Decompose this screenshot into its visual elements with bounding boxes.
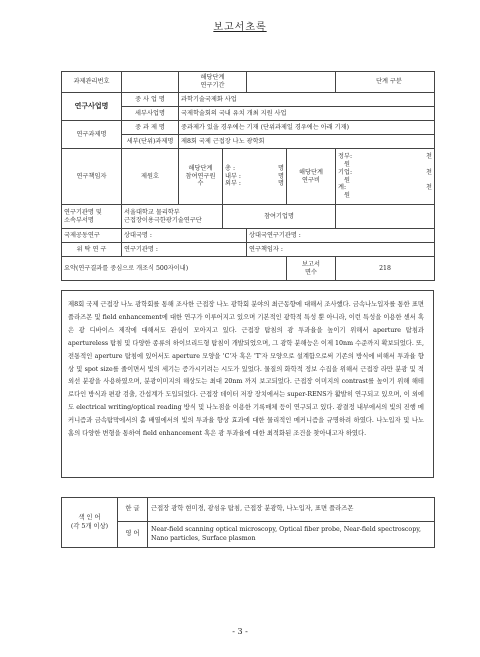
commissioned-org: 연구기관명 :	[122, 243, 247, 257]
partner-institution: 상대국연구기관명 :	[247, 229, 435, 243]
page-number: - 3 -	[232, 627, 248, 636]
keywords-korean-value: 근접장 광학 현미경, 광섬유 탐침, 근접장 분광학, 나노입자, 표면 플라즈몬	[148, 498, 435, 522]
summary-text: 제8회 국제 근접장 나노 광학회를 통해 조사한 근접장 나노 광학회 분야의 최근동향에 대해서 조사했다. 금속나노입자를 통한 표면 플라즈몬 및 field enhancement에 대한 연구가 이루어지고 있으며 기본적인 광학적 특성 뿐 아니라, 이런 특성을 이용한 센서 혹은 광 디바이스 제작에 대해서도 관심이 모아지고 있다. 근접장 탐침의 광 투과율을 높이기 위해서 aperture 탐침과 apertureless 탐침 및 다양한 종류의 하이브리드형 탐침이 개발되었으며, 그 광학 분해능은 이제 10nm 수준까지 확보되었다. 또, 전통적인 aperture 탐침에 있어서도 aperture 모양을 'C'자 혹은 'T'자 모양으로 설계함으로써 기존의 방식에 비해서 투과율 향상 및 spot size를 줄이면서 빛의 세기는 증가시키려는 시도가 있었다. 물질의 화학적 정보 수집을 위해서 근접장 라만 분광 및 적외선 분광을 사용하였으며, 분광이미지의 해상도는 최대 20nm 까지 보고되었다. 근접장 이미지의 contrast를 높이기 위해 해테로다인 방식과 편광 검출, 간섭계가 도입되었다. 근접장 데이터 저장 장치에서는 super-RENS가 활발히 연구되고 있으며, 이 외에도 electrical writing/optical reading 방식 및 나노점을 이용한 기록매체 등이 연구되고 있다. 광결정 내부에서의 빛의 진행 메커니즘과 금속탐막에서의 홀 배열에서의 빛의 투과율 향상 효과에 대한 물리적인 메커니즘을 규명하려 하였다. 나노입자 및 나노 홈의 다양한 변형을 통하여 field enhancement 혹은 광 투과율에 대한 최적화된 조건을 찾아내고자 하였다.	[68, 301, 424, 438]
project-name-label: 연구과제명	[62, 121, 122, 149]
report-info-table	[61, 71, 435, 281]
period-value	[247, 72, 336, 93]
pi-label: 연구책임자	[62, 149, 122, 205]
budget-label: 해당단계 연구비	[287, 149, 336, 205]
pages-label: 보고서 면수	[287, 257, 336, 281]
keywords-table	[61, 497, 435, 548]
keywords-english-value: Near-field scanning optical microscopy, Optical fiber probe, Near-field spectroscopy, Nano particles, Surface plasmon	[148, 522, 435, 548]
staff-count-values: 총 : 명 내부 : 명 외부 : 명	[223, 149, 287, 205]
unit-project-value: 제8회 국제 근접장 나노 광학회	[179, 135, 435, 149]
program-sub-value: 과학기술국제화 사업	[179, 93, 435, 107]
partner-country: 상대국명 :	[122, 229, 247, 243]
summary-label: 요약(연구결과를 중심으로 개조식 500자이내)	[62, 257, 287, 281]
period-label: 해당단계 연구기간	[179, 72, 247, 93]
unit-project-label: 세부(단위)과제명	[122, 135, 179, 149]
project-number-value	[122, 72, 179, 93]
staff-count-label: 해당단계 참여연구원 수	[179, 149, 223, 205]
commissioned-label: 위 탁 연 구	[62, 243, 122, 257]
stage-label: 단계 구분	[336, 72, 435, 93]
keywords-korean-label: 한 글	[118, 498, 148, 522]
pi-name: 제원호	[122, 149, 179, 205]
keywords-english-label: 영 어	[118, 522, 148, 548]
institution-label: 연구기관명 및 소속부서명	[62, 205, 122, 229]
program-sub-label: 중 사 업 명	[122, 93, 179, 107]
partner-company-value	[336, 205, 435, 229]
intl-joint-label: 국제공동연구	[62, 229, 122, 243]
detail-program-label: 세부사업명	[122, 107, 179, 121]
keywords-label: 색 인 어 (각 5개 이상)	[62, 498, 118, 548]
detail-program-value: 국제학술회의 국내 유치 개최 지원 사업	[179, 107, 435, 121]
commissioned-leader: 연구책임자 :	[247, 243, 435, 257]
partner-company-label: 참여기업명	[223, 205, 336, 229]
institution-value: 서울대학교 물리학부 근접장이용극한광기술연구단	[122, 205, 223, 229]
mid-project-value: 중과제가 있을 경우에는 기재 (단위과제일 경우에는 아래 기재)	[179, 121, 435, 135]
report-title: 보고서초록	[213, 22, 267, 33]
pages-value: 218	[336, 257, 435, 281]
project-number-label: 과제관리번호	[62, 72, 122, 93]
program-name-label: 연구사업명	[62, 93, 122, 121]
budget-values: 정부: 천 원 기업: 천 원 계: 천 원	[336, 149, 435, 205]
summary-box	[61, 290, 434, 478]
mid-project-label: 중 과 제 명	[122, 121, 179, 135]
